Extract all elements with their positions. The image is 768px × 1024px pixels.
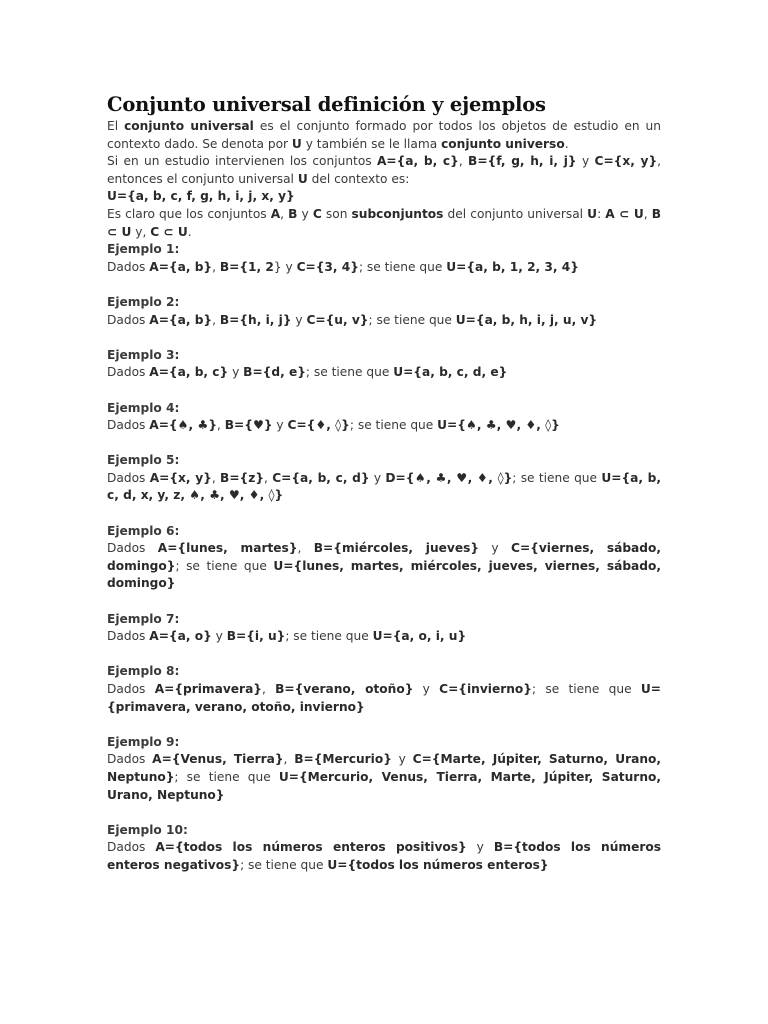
- set: C={Marte, Júpiter, Saturno, Urano, Neptuno}: [107, 752, 662, 784]
- example-body: [107, 751, 661, 804]
- text: Si en un estudio intervienen los conjuntos: [107, 154, 377, 169]
- universal-set: U={lunes, martes, miércoles, jueves, viernes, sábado, domingo}: [107, 558, 661, 591]
- set: B={z}: [220, 470, 264, 485]
- example-heading: Ejemplo 3:: [107, 347, 180, 362]
- intro-universal-set: [107, 188, 661, 206]
- bold-term: conjunto universo: [441, 136, 565, 151]
- set: B={verano, otoño}: [275, 682, 414, 696]
- text: ; se tiene que: [512, 470, 602, 485]
- set: C={invierno}: [439, 682, 532, 696]
- text: del contexto es:: [307, 171, 410, 186]
- set: A={a, b, c}: [149, 365, 229, 380]
- intro-subsets: [107, 206, 661, 241]
- text: Dados: [107, 541, 158, 556]
- text: ; se tiene que: [175, 558, 274, 573]
- text: , entonces el conjunto universal: [107, 154, 662, 186]
- bold-term: U: [587, 206, 598, 221]
- example-8: [107, 663, 661, 716]
- text: :: [597, 206, 606, 221]
- example-heading: Ejemplo 2:: [107, 294, 180, 309]
- set: B={miércoles, jueves}: [313, 541, 480, 556]
- example-1: [107, 241, 661, 276]
- text: ; se tiene que: [174, 769, 279, 784]
- set-b: B={f, g, h, i, j}: [468, 154, 577, 169]
- example-6: [107, 523, 661, 593]
- set: A={a, o}: [149, 629, 212, 644]
- text: ,: [217, 418, 225, 433]
- bold-term: U: [297, 171, 308, 186]
- universal-set: U={a, b, 1, 2, 3, 4}: [446, 259, 579, 274]
- intro-example: [107, 153, 661, 188]
- universal-set: U={primavera, verano, otoño, invierno}: [107, 682, 661, 714]
- universal-set: U={a, b, c, d, e}: [393, 365, 508, 380]
- example-body: [107, 312, 661, 330]
- text: son: [321, 206, 352, 221]
- text: y: [391, 752, 413, 767]
- set-c: C={x, y}: [594, 154, 658, 169]
- bold-term: A: [270, 206, 281, 221]
- text: y: [369, 470, 386, 485]
- text: y: [466, 840, 494, 855]
- text: ; se tiene que: [240, 857, 328, 872]
- text: y: [297, 206, 313, 221]
- text: ,: [458, 154, 469, 169]
- example-heading: Ejemplo 4:: [107, 400, 180, 415]
- text: ,: [264, 470, 273, 485]
- text: y: [211, 629, 227, 644]
- subset-relation: C ⊂ U: [150, 224, 188, 239]
- example-body: [107, 259, 661, 277]
- text: y: [479, 541, 512, 556]
- set: B={h, i, j}: [219, 312, 292, 327]
- example-5: [107, 452, 661, 505]
- set: B={d, e}: [243, 365, 306, 380]
- text: El: [107, 119, 125, 133]
- page-title: Conjunto universal definición y ejemplos: [107, 93, 546, 116]
- set: B={Mercurio}: [294, 752, 392, 767]
- subset-relation: B ⊂ U: [107, 206, 661, 239]
- text: Dados: [107, 470, 150, 485]
- text: del conjunto universal: [443, 206, 588, 221]
- example-heading: Ejemplo 10:: [107, 822, 188, 837]
- universal-set: U={a, b, c, d, x, y, z, ♠, ♣, ♥, ♦, ◊}: [107, 470, 662, 503]
- text: ; se tiene que: [531, 682, 641, 696]
- set: C={a, b, c, d}: [272, 470, 370, 485]
- text: ; se tiene que: [305, 365, 394, 380]
- text: Dados: [107, 259, 150, 274]
- text: ; se tiene que: [285, 629, 373, 644]
- text: ; se tiene que: [358, 259, 447, 274]
- text: .: [187, 224, 192, 239]
- text: .: [564, 136, 569, 151]
- text: Dados: [107, 418, 150, 433]
- example-body: [107, 628, 661, 646]
- set: C={♦, ◊}: [287, 418, 350, 433]
- text: ,: [297, 541, 314, 556]
- example-10: [107, 822, 661, 875]
- set: D={♠, ♣, ♥, ♦, ◊}: [385, 470, 513, 485]
- example-heading: Ejemplo 9:: [107, 734, 180, 749]
- text: y: [413, 682, 440, 696]
- text: y también se le llama: [301, 136, 442, 151]
- set: A={x, y}: [149, 470, 212, 485]
- example-4: [107, 400, 661, 435]
- example-body: [107, 681, 661, 716]
- subset-relation: A ⊂ U: [605, 206, 644, 221]
- text: Dados: [107, 629, 150, 644]
- text: ,: [643, 206, 652, 221]
- text: ,: [212, 259, 220, 274]
- text: ; se tiene que: [368, 312, 456, 327]
- example-body: [107, 470, 661, 505]
- universal-set: U={Mercurio, Venus, Tierra, Marte, Júpiter, Saturno, Urano, Neptuno}: [107, 769, 661, 802]
- bold-term: B: [288, 206, 298, 221]
- text: Dados: [107, 682, 155, 696]
- example-heading: Ejemplo 8:: [107, 664, 180, 679]
- universal-set: U={♠, ♣, ♥, ♦, ◊}: [437, 418, 560, 433]
- set: A={Venus, Tierra}: [152, 752, 284, 767]
- example-7: [107, 611, 661, 646]
- set: B={1, 2: [219, 259, 274, 274]
- example-body: [107, 364, 661, 382]
- example-body: [107, 839, 661, 874]
- set: B={todos los números enteros negativos}: [107, 840, 661, 872]
- example-heading: Ejemplo 6:: [107, 523, 180, 538]
- text: Es claro que los conjuntos: [107, 206, 271, 221]
- intro-definition: [107, 118, 661, 153]
- text: y: [576, 154, 595, 169]
- set: C={3, 4}: [296, 259, 359, 274]
- example-2: [107, 294, 661, 329]
- set: A={♠, ♣}: [149, 418, 218, 433]
- set: B={♥}: [224, 418, 273, 433]
- example-3: [107, 347, 661, 382]
- example-9: [107, 734, 661, 804]
- set: C={u, v}: [306, 312, 369, 327]
- universal-set: U={a, o, i, u}: [372, 629, 467, 644]
- text: y: [291, 312, 307, 327]
- bold-term: conjunto universal: [124, 119, 254, 133]
- text: y: [272, 418, 288, 433]
- set: A={primavera}: [154, 682, 262, 696]
- set: A={a, b}: [149, 312, 213, 327]
- text: ,: [261, 682, 276, 696]
- example-heading: Ejemplo 7:: [107, 611, 180, 626]
- example-heading: Ejemplo 5:: [107, 453, 180, 468]
- text: ,: [283, 752, 295, 767]
- text: ,: [211, 470, 221, 485]
- text: es el conjunto formado por todos los objetos de estudio en un contexto dado. Se denota por: [107, 119, 662, 151]
- set: A={todos los números enteros positivos}: [155, 840, 467, 855]
- text: ; se tiene que: [349, 418, 438, 433]
- example-body: [107, 540, 661, 593]
- example-body: [107, 417, 661, 435]
- text: y,: [131, 224, 151, 239]
- text: Dados: [107, 312, 150, 327]
- example-heading: Ejemplo 1:: [107, 242, 180, 257]
- text: } y: [273, 259, 297, 274]
- bold-term: U: [291, 136, 302, 151]
- set: A={lunes, martes}: [157, 541, 298, 556]
- set: C={viernes, sábado, domingo}: [107, 541, 661, 573]
- text: ,: [212, 312, 220, 327]
- set-a: A={a, b, c}: [376, 154, 459, 169]
- set-u: U={a, b, c, f, g, h, i, j, x, y}: [107, 189, 295, 204]
- text: Dados: [107, 840, 156, 855]
- universal-set: U={todos los números enteros}: [327, 857, 549, 872]
- text: Dados: [107, 752, 153, 767]
- set: B={i, u}: [226, 629, 286, 644]
- universal-set: U={a, b, h, i, j, u, v}: [455, 312, 598, 327]
- text: ,: [280, 206, 289, 221]
- text: Dados: [107, 365, 150, 380]
- text: y: [228, 365, 244, 380]
- bold-term: C: [312, 206, 322, 221]
- article: [107, 92, 661, 875]
- bold-term: subconjuntos: [351, 206, 444, 221]
- set: A={a, b}: [149, 259, 213, 274]
